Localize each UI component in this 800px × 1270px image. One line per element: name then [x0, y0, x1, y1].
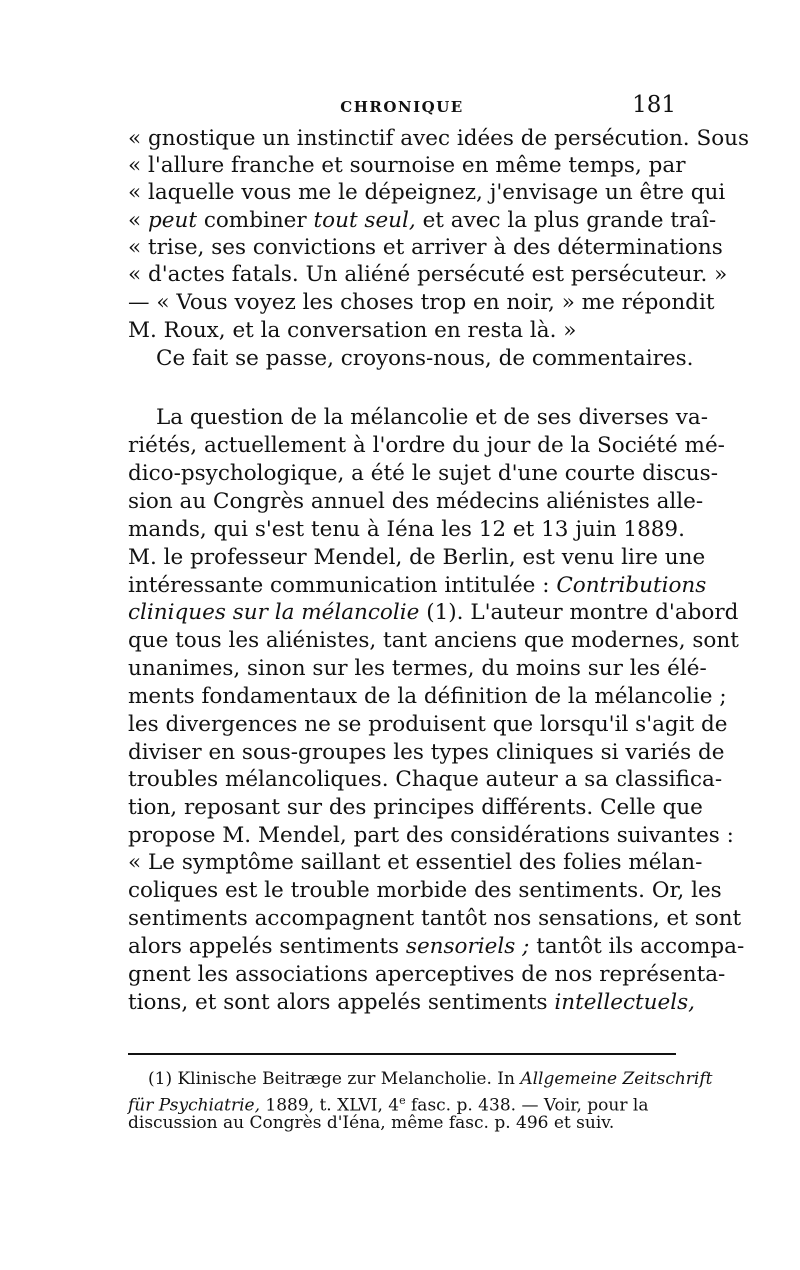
footnote-rule [128, 1053, 676, 1055]
text-line: tion, reposant sur des principes différents. Celle que [128, 795, 703, 820]
italic-text: Contributions [556, 573, 707, 598]
text-line: M. le professeur Mendel, de Berlin, est venu lire une [128, 545, 706, 570]
text-line: « trise, ses convictions et arriver à des déterminations [128, 235, 723, 260]
italic-text: intellectuels, [554, 990, 695, 1015]
text-line: intéressante communication intitulée : Contributions [128, 573, 707, 598]
text-line: — « Vous voyez les choses trop en noir, » me répondit [128, 290, 715, 315]
text-line: tions, et sont alors appelés sentiments intellectuels, [128, 990, 695, 1015]
text-line: dico-psychologique, a été le sujet d'une courte discus- [128, 461, 718, 486]
text-line: diviser en sous-groupes les types cliniques si variés de [128, 740, 725, 765]
text-line: riétés, actuellement à l'ordre du jour de la Société mé- [128, 433, 725, 458]
italic-text: tout seul, [313, 208, 416, 233]
text-line: coliques est le trouble morbide des sentiments. Or, les [128, 878, 722, 903]
text-line: propose M. Mendel, part des considérations suivantes : [128, 823, 734, 848]
text-line: les divergences ne se produisent que lorsqu'il s'agit de [128, 712, 728, 737]
italic-text: peut [148, 208, 197, 233]
text-line: « gnostique un instinctif avec idées de persécution. Sous [128, 126, 750, 151]
text-line: troubles mélancoliques. Chaque auteur a sa classifica- [128, 767, 723, 792]
running-head: CHRONIQUE [340, 98, 464, 116]
text-line: « laquelle vous me le dépeignez, j'envisage un être qui [128, 180, 726, 205]
text-line: M. Roux, et la conversation en resta là. » [128, 318, 577, 343]
text-line: La question de la mélancolie et de ses diverses va- [156, 405, 709, 430]
text-line: ments fondamentaux de la définition de la mélancolie ; [128, 684, 727, 709]
text-line: sion au Congrès annuel des médecins aliénistes alle- [128, 489, 704, 514]
text-line: alors appelés sentiments sensoriels ; tantôt ils accompa- [128, 934, 745, 959]
italic-text: sensoriels ; [405, 934, 530, 959]
text-line: cliniques sur la mélancolie (1). L'auteur montre d'abord [128, 600, 739, 625]
text-line: Ce fait se passe, croyons-nous, de commentaires. [156, 346, 694, 371]
text-line: sentiments accompagnent tantôt nos sensations, et sont [128, 906, 742, 931]
text-line: « Le symptôme saillant et essentiel des folies mélan- [128, 850, 703, 875]
text-line: mands, qui s'est tenu à Iéna les 12 et 13 juin 1889. [128, 517, 685, 542]
page-number: 181 [632, 92, 676, 118]
text-line: gnent les associations aperceptives de nos représenta- [128, 962, 726, 987]
text-line: « l'allure franche et sournoise en même temps, par [128, 153, 686, 178]
footnote-line: (1) Klinische Beitræge zur Melancholie. In Allgemeine Zeitschrift [148, 1069, 713, 1089]
text-line: « peut combiner tout seul, et avec la plus grande traî- [128, 208, 717, 233]
page-header [128, 92, 676, 122]
footnote-line: für Psychiatrie, 1889, t. XLVI, 4e fasc. p. 438. — Voir, pour la [128, 1094, 649, 1116]
text-line: « d'actes fatals. Un aliéné persécuté est persécuteur. » [128, 262, 728, 287]
italic-text: cliniques sur la mélancolie [128, 600, 420, 625]
text-line: que tous les aliénistes, tant anciens que modernes, sont [128, 628, 739, 653]
text-line: unanimes, sinon sur les termes, du moins sur les élé- [128, 656, 707, 681]
footnote-line: discussion au Congrès d'Iéna, même fasc. p. 496 et suiv. [128, 1113, 615, 1133]
